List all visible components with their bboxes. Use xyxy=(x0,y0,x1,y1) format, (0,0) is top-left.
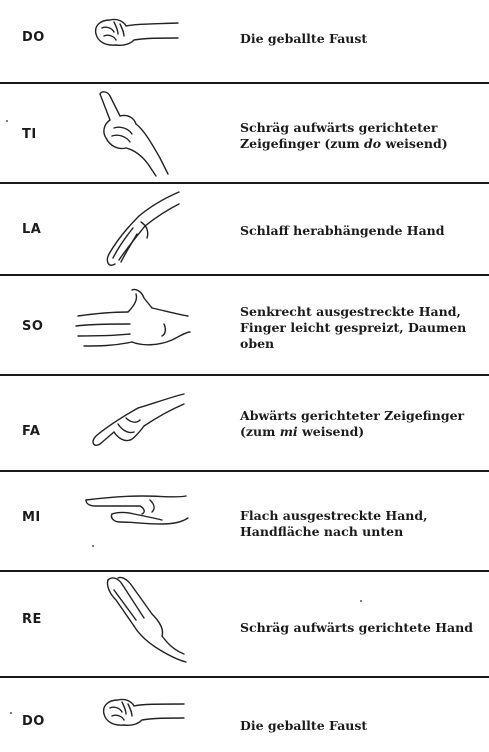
syllable-label: LA xyxy=(22,222,42,237)
description-line: Abwärts gerichteter Zeigefinger xyxy=(240,408,465,423)
divider xyxy=(0,374,489,376)
description-emphasis: do xyxy=(364,136,382,151)
divider xyxy=(0,470,489,472)
scan-speck xyxy=(10,712,12,714)
description: Schräg aufwärts gerichtete Hand xyxy=(240,620,473,635)
description-line: oben xyxy=(240,336,275,351)
scan-speck xyxy=(6,120,8,122)
divider xyxy=(0,570,489,572)
syllable-label: TI xyxy=(22,127,37,142)
syllable-label: SO xyxy=(22,319,44,334)
syllable-label: DO xyxy=(22,714,45,729)
description xyxy=(240,304,480,352)
description-text: weisend) xyxy=(381,136,448,151)
limp-hand-icon xyxy=(95,188,185,274)
divider xyxy=(0,676,489,678)
description-text: (zum xyxy=(240,424,280,439)
pointing-down-hand-icon xyxy=(88,390,188,454)
syllable-label: RE xyxy=(22,612,42,627)
syllable-label: FA xyxy=(22,424,41,439)
vertical-open-hand-icon xyxy=(72,284,192,366)
pointing-up-hand-icon xyxy=(90,88,180,180)
divider xyxy=(0,82,489,84)
description xyxy=(240,120,480,152)
scan-speck xyxy=(92,545,94,547)
description: Die geballte Faust xyxy=(240,718,368,733)
syllable-label: MI xyxy=(22,510,41,525)
description-text: weisend) xyxy=(297,424,365,439)
scan-speck xyxy=(360,600,362,602)
description xyxy=(240,408,480,440)
description-line: Flach ausgestreckte Hand, xyxy=(240,508,428,523)
description-emphasis: mi xyxy=(279,424,298,439)
description-line: Finger leicht gespreizt, Daumen xyxy=(240,320,467,335)
description: Schlaff herabhängende Hand xyxy=(240,223,445,238)
fist-icon xyxy=(90,8,190,53)
description-line: Handfläche nach unten xyxy=(240,524,404,539)
fist-icon xyxy=(98,692,190,734)
raised-hand-icon xyxy=(100,574,190,668)
description-line: Schräg aufwärts gerichteter xyxy=(240,120,438,135)
divider xyxy=(0,182,489,184)
description xyxy=(240,508,480,540)
syllable-label: DO xyxy=(22,30,45,45)
description-line xyxy=(240,136,480,152)
flat-hand-icon xyxy=(82,488,190,532)
description-text: Zeigefinger (zum xyxy=(240,136,365,151)
divider xyxy=(0,274,489,276)
description-line: Senkrecht ausgestreckte Hand, xyxy=(240,304,461,319)
description-line xyxy=(240,424,480,440)
description: Die geballte Faust xyxy=(240,31,368,46)
